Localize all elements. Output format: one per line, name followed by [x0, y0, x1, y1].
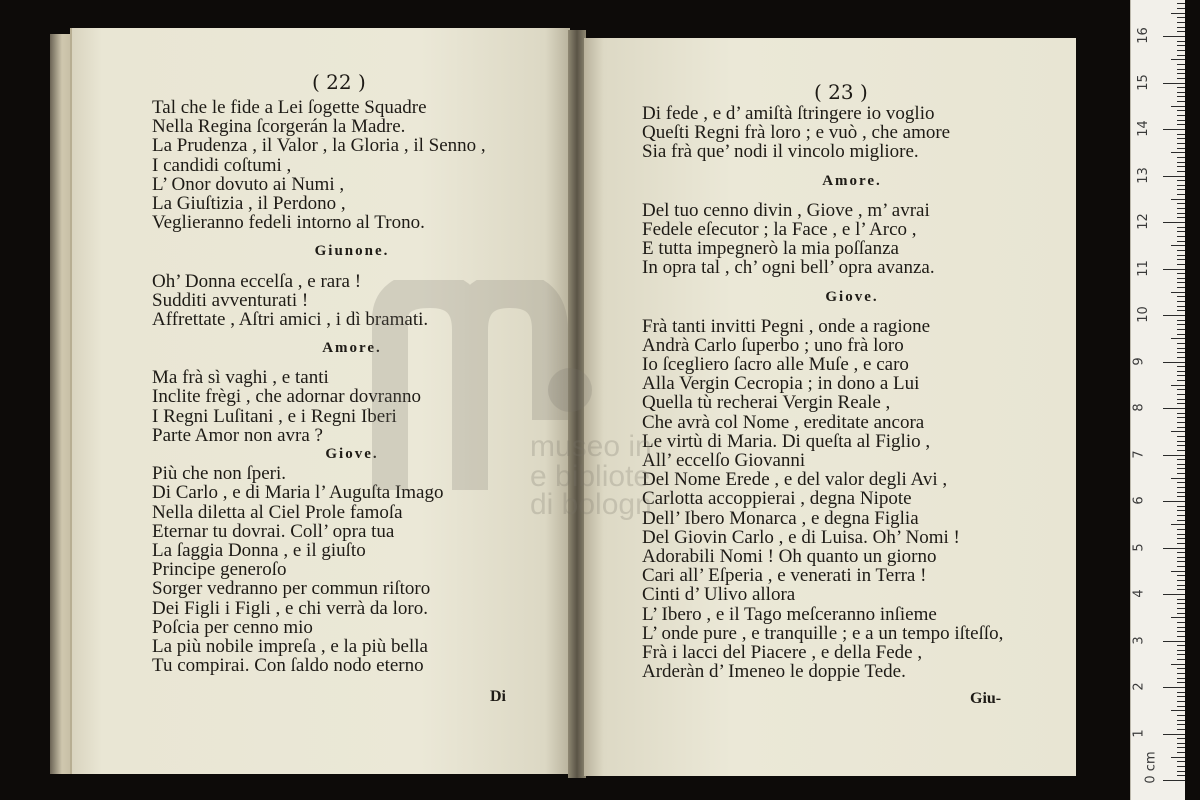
ruler-tick [1177, 17, 1185, 18]
verse-line: Eternar tu dovrai. Coll’ opra tua [152, 520, 395, 542]
verse-line: Arderàn d’ Imeneo le doppie Tede. [642, 661, 906, 683]
ruler-tick [1177, 231, 1185, 232]
left-catchword: Di [490, 688, 506, 705]
ruler-tick [1177, 278, 1185, 279]
verse-line: I Regni Luſitani , e i Regni Iberi [152, 405, 397, 427]
ruler-tick [1171, 478, 1185, 479]
ruler-tick [1163, 641, 1185, 642]
ruler-tick [1177, 310, 1185, 311]
ruler-tick [1177, 529, 1185, 530]
ruler-tick [1177, 166, 1185, 167]
ruler-number: 3 [1131, 635, 1147, 645]
ruler-tick [1177, 259, 1185, 260]
ruler-tick [1177, 534, 1185, 535]
verse-line: La Prudenza , il Valor , la Gloria , il Senno , [152, 135, 486, 157]
line-gap [152, 232, 552, 242]
ruler-tick [1177, 217, 1185, 218]
verse-line: Adorabili Nomi ! Oh quanto un giorno [642, 545, 937, 567]
ruler-tick [1177, 654, 1185, 655]
ruler-tick [1163, 222, 1185, 223]
ruler-tick [1177, 320, 1185, 321]
verse-line: Cinti d’ Ulivo allora [642, 584, 796, 606]
ruler-tick [1177, 101, 1185, 102]
verse-line: La Giuſtizia , il Perdono , [152, 192, 346, 214]
ruler-number: 7 [1131, 449, 1147, 459]
verse-line: Fedele eſecutor ; la Face , e l’ Arco , [642, 218, 917, 240]
ruler-tick [1163, 687, 1185, 688]
verse-line: Di fede , e d’ amiſtà ſtringere io voglio [642, 103, 935, 124]
right-catchword: Giu- [970, 690, 1002, 707]
verse-line: Ma frà sì vaghi , e tanti [152, 367, 329, 389]
ruler-tick [1177, 487, 1185, 488]
ruler-tick [1171, 757, 1185, 758]
ruler-tick [1177, 324, 1185, 325]
verse-line: L’ onde pure , e tranquille ; e a un tempo iſteſſo, [642, 622, 1004, 644]
ruler-tick [1177, 692, 1185, 693]
ruler-tick [1163, 362, 1185, 363]
verse-line: Tu compirai. Con ſaldo nodo eterno [152, 655, 424, 677]
ruler-tick [1177, 64, 1185, 65]
ruler-tick [1177, 236, 1185, 237]
ruler-tick [1177, 148, 1185, 149]
ruler-tick [1177, 92, 1185, 93]
verse-line: Che avrà col Nome , ereditate ancora [642, 411, 925, 433]
ruler-tick [1177, 120, 1185, 121]
ruler-tick [1163, 36, 1185, 37]
verse-line: Alla Vergin Cecropia ; in dono a Lui [642, 373, 920, 395]
ruler-tick [1177, 566, 1185, 567]
ruler-tick [1177, 375, 1185, 376]
verse-line: Oh’ Donna eccelſa , e rara ! [152, 270, 362, 292]
ruler-tick [1177, 69, 1185, 70]
left-page-text [152, 98, 552, 675]
ruler-tick [1177, 506, 1185, 507]
verse-line: Sia frà que’ nodi il vincolo migliore. [642, 141, 919, 163]
ruler-tick [1177, 287, 1185, 288]
ruler-tick [1177, 208, 1185, 209]
ruler-tick [1177, 464, 1185, 465]
ruler-tick [1177, 8, 1185, 9]
ruler-tick [1177, 715, 1185, 716]
ruler-tick [1177, 45, 1185, 46]
ruler-tick [1171, 664, 1185, 665]
ruler-tick [1163, 83, 1185, 84]
verse-line: I candidi coſtumi , [152, 154, 292, 176]
ruler-number: 4 [1131, 589, 1147, 598]
verse-line: Parte Amor non avra ? [152, 424, 323, 446]
right-page [584, 38, 1076, 776]
ruler-tick [1177, 673, 1185, 674]
ruler-tick [1177, 357, 1185, 358]
ruler-number: 12 [1135, 213, 1151, 230]
ruler-tick [1177, 185, 1185, 186]
verse-line: L’ Ibero , e il Tago meſceranno inſieme [642, 603, 937, 625]
ruler-tick [1163, 176, 1185, 177]
ruler-tick [1163, 594, 1185, 595]
ruler-number: 14 [1135, 120, 1151, 137]
speaker-name: Giunone. [314, 243, 390, 260]
ruler-tick [1171, 617, 1185, 618]
ruler-tick [1177, 250, 1185, 251]
ruler-unit-label: 0 cm [1143, 751, 1159, 784]
verse-line: Quella tù recherai Vergin Reale , [642, 392, 891, 414]
watermark-text-2: e bibliote [530, 460, 651, 493]
verse-line: Veglieranno fedeli intorno al Trono. [152, 212, 425, 234]
ruler-tick [1177, 636, 1185, 637]
ruler-tick [1177, 599, 1185, 600]
ruler-number: 10 [1135, 306, 1151, 323]
verse-line: Dell’ Ibero Monarca , e degna Figlia [642, 507, 919, 529]
ruler-tick [1171, 385, 1185, 386]
ruler-tick [1177, 3, 1185, 4]
ruler-tick [1171, 431, 1185, 432]
ruler-tick [1177, 203, 1185, 204]
ruler-tick [1177, 492, 1185, 493]
ruler-tick [1177, 138, 1185, 139]
verse-line: Più che non ſperi. [152, 463, 287, 485]
ruler-tick [1177, 273, 1185, 274]
ruler-tick [1163, 780, 1185, 781]
ruler-tick [1177, 50, 1185, 51]
ruler-tick [1171, 106, 1185, 107]
ruler-tick [1177, 631, 1185, 632]
ruler-tick [1177, 701, 1185, 702]
verse-line: Carlotta accoppierai , degna Nipote [642, 488, 912, 510]
ruler-tick [1177, 678, 1185, 679]
right-page-text [642, 104, 1062, 681]
ruler-number: 9 [1131, 356, 1147, 366]
ruler-number: 8 [1131, 403, 1147, 412]
ruler-tick [1177, 450, 1185, 451]
ruler-tick [1163, 501, 1185, 502]
ruler-tick [1177, 371, 1185, 372]
ruler-tick [1177, 585, 1185, 586]
measurement-ruler [1130, 0, 1185, 800]
verse-line: Del Giovin Carlo , e di Luisa. Oh’ Nomi ! [642, 526, 960, 548]
ruler-tick [1177, 622, 1185, 623]
ruler-tick [1177, 589, 1185, 590]
ruler-tick [1177, 417, 1185, 418]
ruler-tick [1177, 162, 1185, 163]
ruler-tick [1177, 380, 1185, 381]
ruler-tick [1163, 548, 1185, 549]
verse-line: Dei Figli i Figli , e chi verrà da loro. [152, 597, 428, 619]
ruler-tick [1177, 264, 1185, 265]
ruler-tick [1163, 269, 1185, 270]
ruler-tick [1177, 31, 1185, 32]
ruler-tick [1177, 343, 1185, 344]
ruler-tick [1177, 180, 1185, 181]
ruler-tick [1171, 245, 1185, 246]
ruler-tick [1177, 194, 1185, 195]
speaker-name: Amore. [322, 340, 382, 357]
ruler-tick [1177, 189, 1185, 190]
verse-line: Sorger vedranno per commun riſtoro [152, 578, 431, 600]
verse-line: Inclite frègi , che adornar dovranno [152, 386, 422, 408]
ruler-tick [1177, 27, 1185, 28]
ruler-number: 5 [1131, 542, 1147, 552]
verse-line: Le virtù di Maria. Di queſta al Figlio , [642, 430, 931, 452]
ruler-tick [1177, 213, 1185, 214]
ruler-tick [1171, 571, 1185, 572]
ruler-tick [1177, 752, 1185, 753]
verse-line: Io ſcegliero ſacro alle Muſe , e caro [642, 354, 909, 376]
ruler-tick [1177, 41, 1185, 42]
verse-line: Cari all’ Eſperia , e venerati in Terra ! [642, 565, 927, 587]
line-gap [642, 278, 1062, 288]
ruler-tick [1177, 771, 1185, 772]
ruler-tick [1177, 738, 1185, 739]
ruler-tick [1177, 157, 1185, 158]
verse-line: La più nobile impreſa , e la più bella [152, 635, 428, 657]
ruler-tick [1177, 682, 1185, 683]
verse-line: Di Carlo , e di Maria l’ Auguſta Imago [152, 482, 444, 504]
ruler-tick [1177, 115, 1185, 116]
left-page [72, 28, 570, 774]
speaker-name: Giove. [325, 446, 379, 462]
ruler-tick [1177, 22, 1185, 23]
speaker-name: Giove. [825, 288, 879, 305]
ruler-tick [1177, 538, 1185, 539]
line-gap [152, 262, 552, 272]
ruler-tick [1177, 366, 1185, 367]
ruler-tick [1177, 482, 1185, 483]
speaker-name: Amore. [822, 172, 882, 189]
ruler-tick [1177, 348, 1185, 349]
ruler-tick [1171, 292, 1185, 293]
ruler-tick [1171, 13, 1185, 14]
ruler-tick [1177, 645, 1185, 646]
ruler-tick [1177, 459, 1185, 460]
ruler-number: 1 [1131, 728, 1147, 738]
ruler-tick [1177, 552, 1185, 553]
ruler-tick [1177, 706, 1185, 707]
ruler-tick [1177, 124, 1185, 125]
ruler-tick [1177, 110, 1185, 111]
ruler-tick [1177, 399, 1185, 400]
ruler-tick [1177, 580, 1185, 581]
ruler-tick [1177, 650, 1185, 651]
ruler-number: 15 [1135, 73, 1151, 91]
ruler-tick [1177, 775, 1185, 776]
ruler-tick [1177, 724, 1185, 725]
verse-line: In opra tal , ch’ ogni bell’ opra avanza. [642, 257, 935, 279]
ruler-tick [1177, 557, 1185, 558]
ruler-tick [1163, 129, 1185, 130]
verse-line: Del tuo cenno divin , Giove , m’ avrai [642, 199, 930, 221]
ruler-tick [1163, 734, 1185, 735]
ruler-tick [1177, 468, 1185, 469]
ruler-tick [1177, 515, 1185, 516]
verse-line: Andrà Carlo ſuperbo ; uno frà loro [642, 334, 904, 356]
ruler-tick [1177, 747, 1185, 748]
ruler-tick [1177, 603, 1185, 604]
ruler-tick [1177, 87, 1185, 88]
ruler-tick [1177, 766, 1185, 767]
ruler-tick [1177, 720, 1185, 721]
ruler-tick [1177, 403, 1185, 404]
ruler-tick [1177, 510, 1185, 511]
ruler-tick [1163, 455, 1185, 456]
ruler-tick [1177, 608, 1185, 609]
ruler-tick [1177, 55, 1185, 56]
ruler-tick [1177, 427, 1185, 428]
verse-line: Poſcia per cenno mio [152, 616, 313, 638]
ruler-tick [1177, 255, 1185, 256]
ruler-tick [1177, 73, 1185, 74]
verse-line: Queſti Regni frà loro ; e vuò , che amore [642, 122, 951, 144]
ruler-tick [1177, 561, 1185, 562]
line-gap [152, 329, 552, 339]
left-page-number: ( 22 ) [312, 70, 366, 94]
ruler-number: 6 [1131, 496, 1147, 505]
ruler-tick [1171, 338, 1185, 339]
ruler-tick [1177, 613, 1185, 614]
ruler-tick [1177, 143, 1185, 144]
ruler-number: 16 [1135, 27, 1151, 44]
ruler-tick [1177, 334, 1185, 335]
verse-line: E tutta impegnerò la mia poſſanza [642, 238, 899, 260]
ruler-tick [1177, 227, 1185, 228]
ruler-tick [1177, 78, 1185, 79]
ruler-tick [1171, 199, 1185, 200]
watermark-text-1: museo in [530, 430, 652, 463]
ruler-tick [1177, 729, 1185, 730]
ruler-tick [1177, 413, 1185, 414]
ruler-tick [1171, 152, 1185, 153]
ruler-tick [1177, 496, 1185, 497]
verse-line: Sudditi avventurati ! [152, 289, 309, 311]
ruler-tick [1177, 282, 1185, 283]
verse-line: All’ eccelſo Giovanni [642, 450, 806, 471]
ruler-tick [1177, 520, 1185, 521]
ruler-tick [1177, 422, 1185, 423]
watermark-text-3: di bologn [530, 488, 652, 521]
verse-line: Frà tanti invitti Pegni , onde a ragione [642, 315, 931, 337]
ruler-tick [1177, 134, 1185, 135]
right-page-number: ( 23 ) [814, 80, 868, 104]
ruler-tick [1177, 436, 1185, 437]
ruler-tick [1177, 445, 1185, 446]
ruler-tick [1171, 524, 1185, 525]
line-gap [642, 162, 1062, 172]
ruler-number: 2 [1131, 682, 1147, 691]
ruler-tick [1177, 96, 1185, 97]
verse-line: Nella diletta al Ciel Prole famoſa [152, 501, 403, 523]
ruler-tick [1177, 441, 1185, 442]
ruler-tick [1177, 352, 1185, 353]
ruler-tick [1171, 59, 1185, 60]
ruler-tick [1177, 575, 1185, 576]
verse-line: Nella Regina ſcorgerán la Madre. [152, 116, 406, 138]
ruler-number: 11 [1135, 259, 1151, 277]
verse-line: Frà i lacci del Piacere , e della Fede , [642, 641, 923, 663]
ruler-tick [1177, 627, 1185, 628]
ruler-tick [1177, 659, 1185, 660]
ruler-tick [1177, 743, 1185, 744]
ruler-tick [1163, 315, 1185, 316]
ruler-tick [1177, 473, 1185, 474]
verse-line: La ſaggia Donna , e il giuſto [152, 539, 366, 561]
ruler-tick [1177, 171, 1185, 172]
verse-line: Principe generoſo [152, 559, 287, 581]
ruler-tick [1177, 301, 1185, 302]
verse-line: L’ Onor dovuto ai Numi , [152, 173, 345, 195]
ruler-tick [1171, 710, 1185, 711]
verse-line: Tal che le fide a Lei ſogette Squadre [152, 97, 427, 118]
ruler-tick [1177, 389, 1185, 390]
ruler-tick [1177, 329, 1185, 330]
ruler-tick [1177, 241, 1185, 242]
ruler-tick [1177, 296, 1185, 297]
ruler-tick [1177, 394, 1185, 395]
verse-line: Del Nome Erede , e del valor degli Avi , [642, 469, 948, 491]
ruler-tick [1177, 761, 1185, 762]
ruler-tick [1177, 543, 1185, 544]
ruler-tick [1163, 408, 1185, 409]
ruler-tick [1177, 696, 1185, 697]
ruler-tick [1177, 668, 1185, 669]
verse-line: Affrettate , Aſtri amici , i dì bramati. [152, 308, 429, 330]
ruler-tick [1177, 306, 1185, 307]
ruler-number: 13 [1135, 166, 1151, 184]
